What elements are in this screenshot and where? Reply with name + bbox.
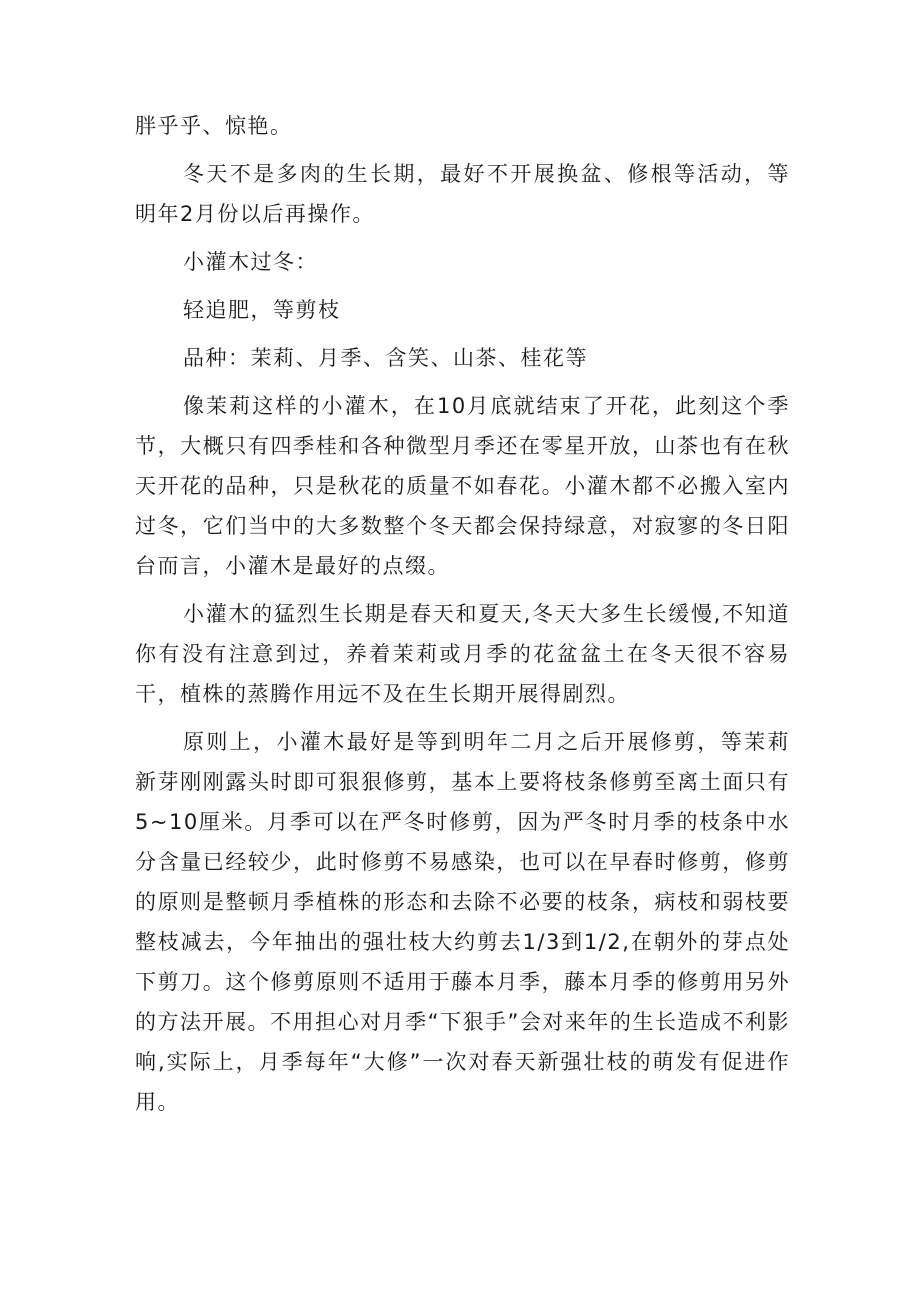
paragraph-pruning: 原则上，小灌木最好是等到明年二月之后开展修剪，等茉莉新芽刚刚露头时即可狠狠修剪，基本上要将枝条修剪至离土面只有5~10厘米。月季可以在严冬时修剪，因为严冬时月季的枝条中水分含量已经较少，此时修剪不易感染，也可以在早春时修剪，修剪的原则是整顿月季植株的形态和去除不必要的枝条，病枝和弱枝要整枝减去，今年抽出的强壮枝大约剪去1/3到1/2,在朝外的芽点处下剪刀。这个修剪原则不适用于藤本月季，藤本月季的修剪用另外的方法开展。不用担心对月季“下狠手”会对来年的生长造成不利影响,实际上，月季每年“大修”一次对春天新强壮枝的萌发有促进作用。	[135, 730, 790, 1114]
section-heading-shrub-winter: 小灌木过冬：	[183, 250, 318, 274]
paragraph-shrub-flowering: 像茉莉这样的小灌木，在10月底就结束了开花，此刻这个季节，大概只有四季桂和各种微型月季还在零星开放，山茶也有在秋天开花的品种，只是秋花的质量不如春花。小灌木都不必搬入室内过冬，它们当中的大多数整个冬天都会保持绿意，对寂寥的冬日阳台而言，小灌木是最好的点缀。	[135, 394, 790, 578]
paragraph-continuation: 胖乎乎、惊艳。	[135, 114, 293, 138]
paragraph-succulent-winter: 冬天不是多肉的生长期，最好不开展换盆、修根等活动，等明年2月份以后再操作。	[135, 162, 790, 226]
document-body	[135, 106, 790, 1130]
paragraph-shrub-growth: 小灌木的猛烈生长期是春天和夏天,冬天大多生长缓慢,不知道你有没有注意到过，养着茉莉或月季的花盆盆土在冬天很不容易干，植株的蒸腾作用远不及在生长期开展得剧烈。	[135, 602, 790, 706]
section-subheading-care: 轻追肥，等剪枝	[183, 298, 341, 322]
section-varieties: 品种：茉莉、月季、含笑、山茶、桂花等	[183, 346, 588, 370]
